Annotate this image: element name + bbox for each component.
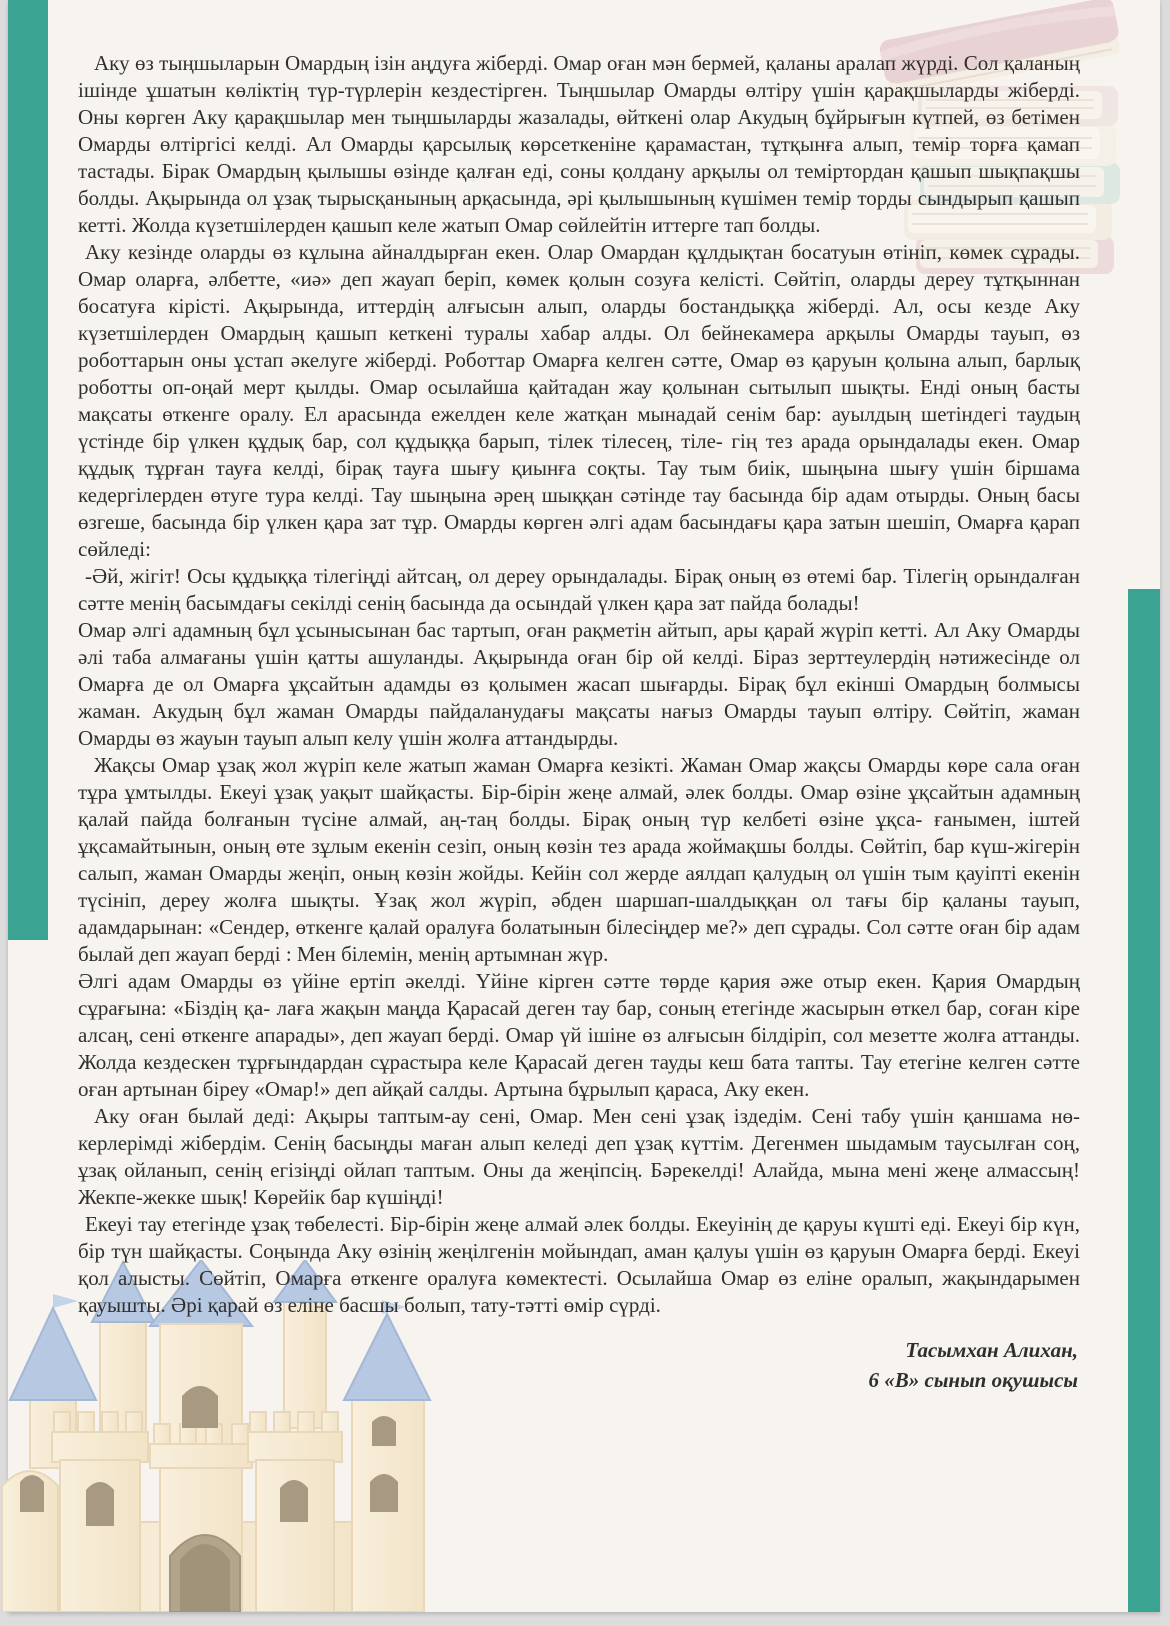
- story-text: [78, 50, 1080, 1395]
- story-paragraph: Аку оған былай деді: Ақыры таптым-ау сені, Омар. Мен сені ұзақ іздедім. Сені табу үшін қаншама нө- керлерімді жібердім. Сенің басыңды маған алып келеді деп ұзақ күттім. Дегенмен шыдамым таусылған соң, ұзақ ойланып, сенің егізіңді ойлап таптым. Оны да жеңіпсің. Бәрекелді! Алайда, мына мені жеңе алмассың! Жекпе-жекке шық! Көрейік бар күшіңді!: [78, 1104, 1080, 1209]
- story-paragraph: Омар әлгі адамның бұл ұсынысынан бас тартып, оған рақметін айтып, ары қарай жүріп кетті. Ал Аку Омарды әлі таба алмағаны үшін қатты ашуланды. Ақырында оған бір ой келді. Біраз зерттеулердің нәтижесінде ол Омарға де ол Омарға ұқсайтын адамды өз қолымен жасап шығарды. Бірақ бұл екінші Омардың болмысы жаман. Акудың бұл жаман Омарды пайдаланудағы мақсаты нағыз Омарды тауып өлтіру. Сөйтіп, жаман Омарды өз жауын тауып алып келу үшін жолға аттандырды.: [78, 618, 1080, 750]
- left-accent-bar: [8, 0, 48, 940]
- story-paragraph: Әлгі адам Омарды өз үйіне ертіп әкелді. Үйіне кірген сәтте төрде қария әже отыр екен. Қария Омардың сұрағына: «Біздің қа- лаға жақын маңда Қарасай деген тау бар, соның етегінде жасырын өткел бар, соған кіре алсаң, сені өткенге апарады», деп жауап берді. Омар үй ішіне өз алғысын білдіріп, сол мезетте жолға аттанды. Жолда кездескен тұрғындардан сұрастыра келе Қарасай деген тауды кеш бата тапты. Тау етегіне келген сәтте оған артынан біреу «Омар!» деп айқай салды. Артына бұрылып қараса, Аку екен.: [78, 969, 1080, 1101]
- document-page: [8, 0, 1160, 1612]
- story-paragraph: Жақсы Омар ұзақ жол жүріп келе жатып жаман Омарға кезікті. Жаман Омар жақсы Омарды көре сала оған тұра ұмтылды. Екеуі ұзақ уақыт шайқасты. Бір-бірін жеңе алмай, әлек болды. Омар өзіне ұқсайтын адамның қалай пайда болғанын түсіне алмай, аң-таң болды. Бірақ оның түр келбеті өзіне ұқса- ғанымен, іштей ұқсамайтынын, оның өте зұлым екенін сезіп, оның көзін тез арада жоймақшы болды. Сөйтіп, бар күш-жігерін салып, жаман Омарды жеңіп, оның көзін жойды. Кейін сол жерде аялдап қалудың ол үшін тым қауіпті екенін түсініп, дереу жолға шықты. Ұзақ жол жүріп, әбден шаршап-шалдыққан ол тағы бір қаланы тауып, адамдарынан: «Сендер, өткенге қалай оралуға болатынын білесіңдер ме?» деп сұрады. Сол сәтте оған бір адам былай деп жауап берді : Мен білемін, менің артымнан жүр.: [78, 753, 1080, 966]
- author-signature: [78, 1335, 1080, 1395]
- author-class: 6 «В» сынып оқушысы: [868, 1368, 1078, 1392]
- story-paragraph: Аку кезінде оларды өз кұлына айналдырған екен. Олар Омардан құлдықтан босатуын өтініп, көмек сұрады. Омар оларға, әлбетте, «иә» деп жауап беріп, көмек қолын созуға келісті. Сөйтіп, оларды дереу тұтқыннан босатуға кірісті. Ақырында, иттердің алғысын алып, оларды бостандыққа жіберді. Ал, осы кезде Аку күзетшілерден Омардың қашып кеткені туралы хабар алды. Ол бейнекамера арқылы Омарды тауып, өз роботтарын оны ұстап әкелуге жіберді. Роботтар Омарға келген сәтте, Омар өз қаруын қолына алып, барлық роботты оп-оңай мерт қылды. Омар осылайша қайтадан жау қолынан сытылып шықты. Енді оның басты мақсаты өткенге оралу. Ел арасында ежелден келе жатқан мынадай сенім бар: ауылдың шетіндегі таудың үстінде бір үлкен құдық бар, сол құдыққа барып, тілек тілесең, тіле- гің тез арада орындалады екен. Омар құдық тұрған тауға келді, бірақ тауға шығу қиынға соқты. Тау тым биік, шыңына шығу үшін біршама кедергілерден өтуге тура келді. Тау шыңына әрең шыққан сәтінде тау басында бір адам отырды. Оның басы өзгеше, басында бір үлкен қара зат тұр. Омарды көрген әлгі адам басындағы қара затын шешіп, Омарға қарап сөйледі:: [78, 240, 1080, 561]
- story-paragraph: -Әй, жігіт! Осы құдыққа тілегіңді айтсаң, ол дереу орындалады. Бірақ оның өз өтемі бар. Тілегің орындалған сәтте менің басымдағы секілді сенің басында да осындай үлкен қара зат пайда болады!: [78, 564, 1080, 615]
- right-accent-bar: [1128, 589, 1160, 1612]
- author-name: Тасымхан Алихан,: [905, 1338, 1078, 1362]
- story-paragraph: Аку өз тыңшыларын Омардың ізін аңдуға жіберді. Омар оған мән бермей, қаланы аралап жүрді. Сол қаланың ішінде ұшатын көліктің түр-түрлерін кездестірген. Тыңшылар Омарды өлтіру үшін қарақшыларды жіберді. Оны көрген Аку қарақшылар мен тыңшыларды жазалады, өйткені олар Акудың бұйрығын күтпей, өз бетімен Омарды өлтіргісі келді. Ал Омарды қарсылық көрсеткеніне қарамастан, тұтқынға алып, темір торға қамап тастады. Бірак Омардың қылышы өзінде қалған еді, соны қолдану арқылы ол теміртордан қашып шықпақшы болды. Ақырында ол ұзақ тырысқанының арқасында, әрі қылышының күшімен темір торды сындырып қашып кетті. Жолда күзетшілерден қашып келе жатып Омар сөйлейтін иттерге тап болды.: [78, 51, 1080, 237]
- story-paragraph: Екеуі тау етегінде ұзақ төбелесті. Бір-бірін жеңе алмай әлек болды. Екеуінің де қаруы күшті еді. Екеуі бір күн, бір түн шайқасты. Соңында Аку өзінің жеңілгенін мойындап, аман қалуы үшін өз қаруын Омарға берді. Екеуі қол алысты. Сөйтіп, Омарға өткенге оралуға көмектесті. Осылайша Омар өз еліне оралып, жақындарымен қауышты. Әрі қарай өз еліне басшы болып, тату-тәтті өмір сүрді.: [78, 1212, 1080, 1317]
